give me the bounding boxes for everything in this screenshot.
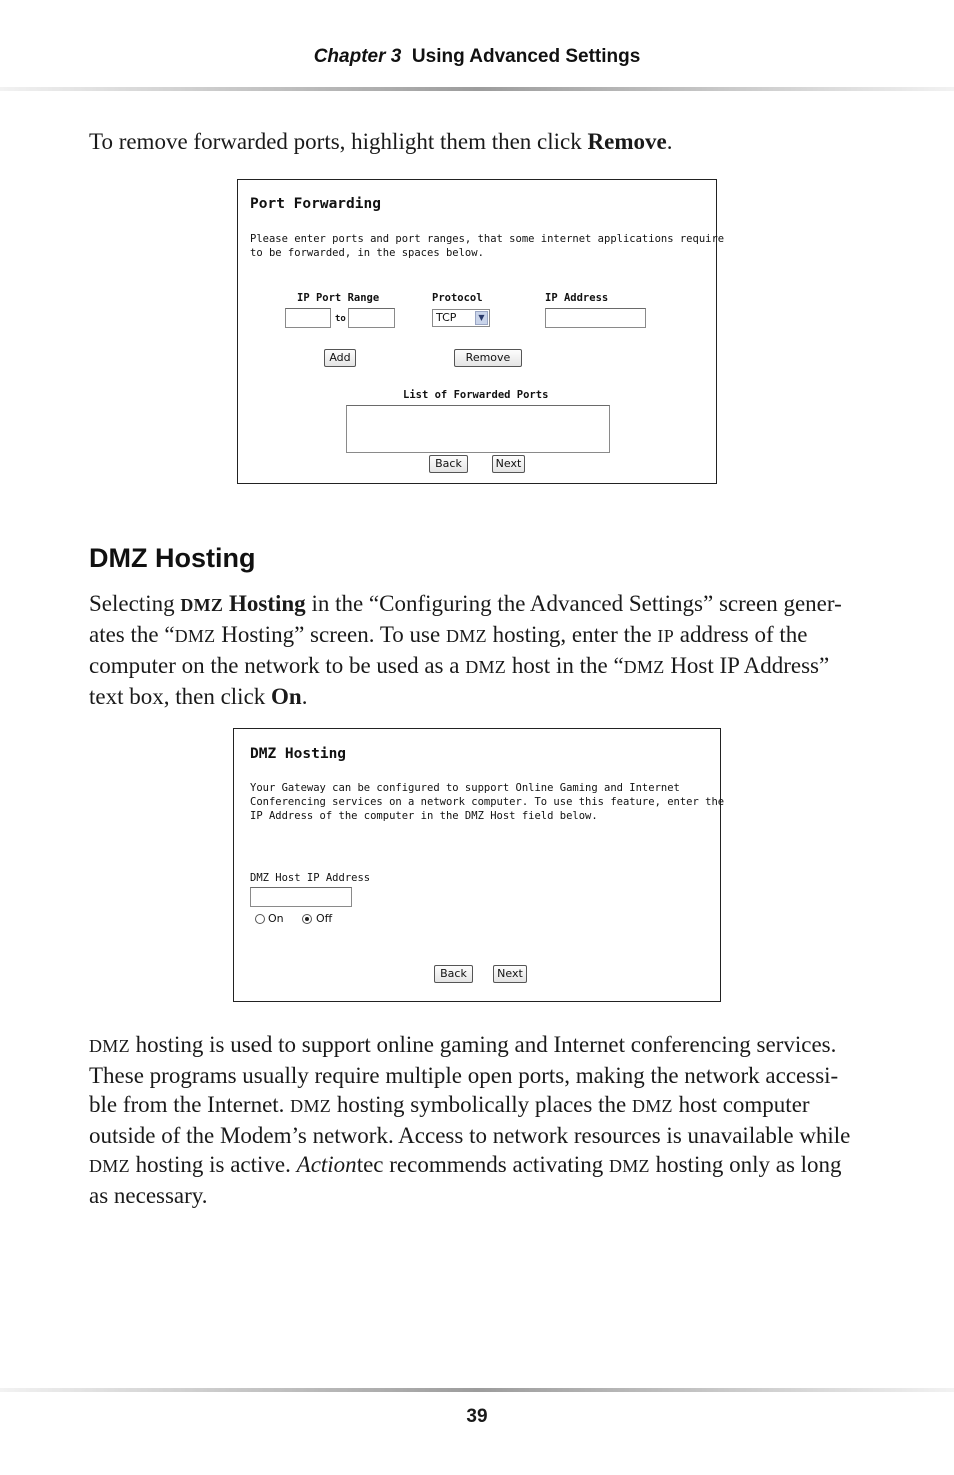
page-number: 39 — [466, 1406, 488, 1427]
dmz-explanation-line-6: as necessary. — [89, 1183, 208, 1208]
dmz-screen-title: DMZ Hosting — [250, 746, 347, 762]
on-label: On — [268, 912, 284, 925]
section-heading: DMZ Hosting — [89, 543, 256, 573]
add-button[interactable]: Add — [324, 349, 356, 367]
port-forwarding-desc-2: to be forwarded, in the spaces below. — [250, 247, 484, 259]
dmz-explanation-paragraph — [89, 1030, 869, 1210]
dmz-explanation-line-3: ble from the Internet. DMZ hosting symbolically places the DMZ host computer — [89, 1092, 810, 1117]
protocol-value: TCP — [436, 311, 457, 324]
port-forwarding-screenshot — [237, 179, 725, 484]
port-forwarding-title: Port Forwarding — [250, 196, 381, 212]
dmz-desc-3: IP Address of the computer in the DMZ Host field below. — [250, 810, 598, 822]
to-label: to — [335, 314, 346, 324]
chapter-title: Using Advanced Settings — [411, 46, 641, 67]
ip-address-input[interactable] — [545, 308, 646, 328]
dmz-intro-line-1: Selecting DMZ Hosting in the “Configuring the Advanced Settings” screen gener- — [89, 591, 842, 616]
footer-rule — [0, 1388, 954, 1392]
dmz-host-ip-label: DMZ Host IP Address — [250, 872, 371, 884]
protocol-label: Protocol — [432, 292, 483, 304]
dmz-explanation-line-5: DMZ hosting is active. Actiontec recommends activating DMZ hosting only as long — [89, 1152, 842, 1177]
running-header — [0, 46, 954, 68]
chapter-label: Chapter 3 — [313, 46, 402, 67]
on-radio[interactable] — [255, 914, 265, 924]
dmz-hosting-screenshot — [233, 728, 725, 1002]
dmz-desc-2: Conferencing services on a network computer. To use this feature, enter the — [250, 796, 725, 808]
off-label: Off — [316, 912, 333, 925]
port-forwarding-desc-1: Please enter ports and port ranges, that some internet applications require — [250, 233, 725, 245]
intro-text: To remove forwarded ports, highlight them then click Remove. — [89, 129, 673, 154]
next-button[interactable]: Next — [492, 455, 525, 473]
dmz-intro-line-3: computer on the network to be used as a DMZ host in the “DMZ Host IP Address” — [89, 653, 830, 678]
dmz-intro-paragraph — [89, 589, 869, 711]
ip-port-range-label: IP Port Range — [297, 292, 380, 304]
dmz-explanation-line-2: These programs usually require multiple open ports, making the network accessi- — [89, 1063, 839, 1088]
header-rule — [0, 87, 954, 91]
dmz-intro-line-4: text box, then click On. — [89, 684, 308, 709]
dmz-explanation-line-1: DMZ hosting is used to support online gaming and Internet conferencing services. — [89, 1032, 837, 1057]
protocol-select[interactable] — [432, 309, 490, 327]
forwarded-ports-list[interactable] — [346, 405, 610, 453]
remove-button[interactable]: Remove — [454, 349, 522, 367]
dmz-desc-1: Your Gateway can be configured to support Online Gaming and Internet — [250, 782, 680, 794]
forwarded-ports-list-label: List of Forwarded Ports — [403, 389, 549, 401]
dmz-next-button[interactable]: Next — [493, 965, 527, 983]
ip-address-label: IP Address — [545, 292, 609, 304]
back-button[interactable]: Back — [429, 455, 468, 473]
off-radio[interactable] — [302, 914, 312, 924]
port-start-input[interactable] — [285, 308, 331, 328]
dmz-back-button[interactable]: Back — [434, 965, 473, 983]
dmz-explanation-line-4: outside of the Modem’s network. Access to network resources is unavailable while — [89, 1123, 851, 1148]
chevron-down-icon[interactable]: ▼ — [475, 311, 488, 325]
port-end-input[interactable] — [348, 308, 395, 328]
dmz-intro-line-2: ates the “DMZ Hosting” screen. To use DMZ hosting, enter the IP address of the — [89, 622, 808, 647]
dmz-host-ip-input[interactable] — [250, 887, 352, 907]
